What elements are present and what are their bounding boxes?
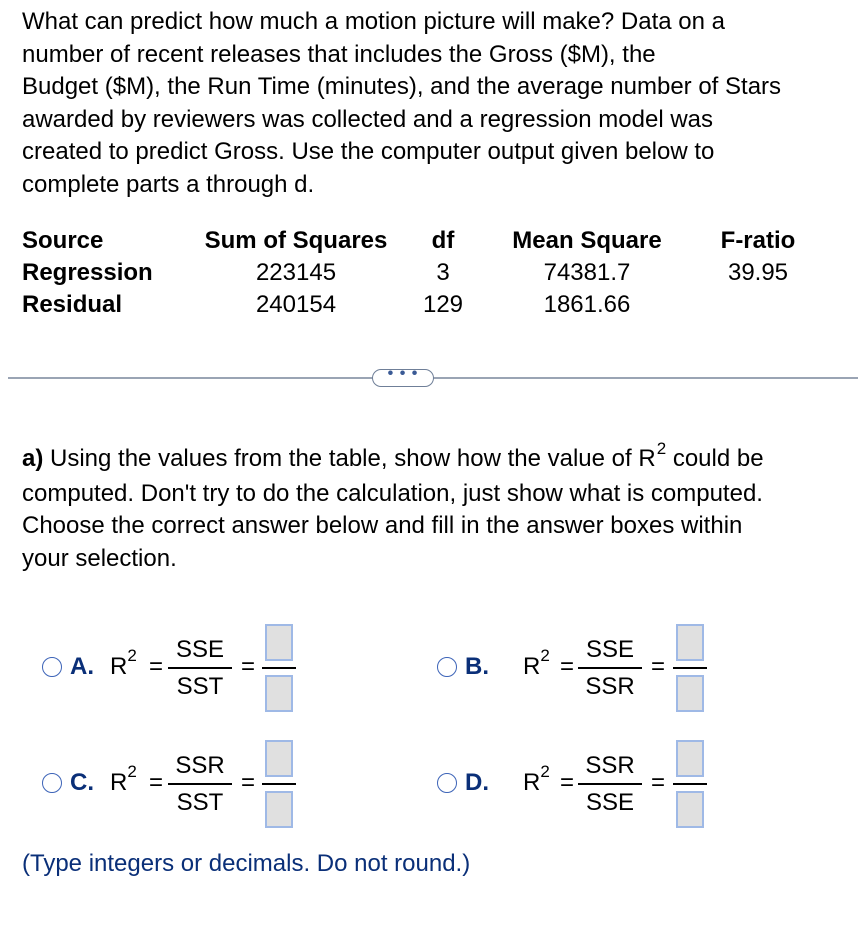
row-label-residual: Residual	[22, 291, 123, 318]
intro-line: created to predict Gross. Use the computer output given below to	[22, 138, 715, 165]
intro-line: number of recent releases that includes the Gross ($M), the	[22, 40, 656, 68]
radio-option-c[interactable]	[42, 773, 62, 793]
answer-box-denominator[interactable]	[265, 791, 293, 828]
header-sum-of-squares: Sum of Squares	[204, 227, 388, 254]
fraction-bar	[578, 783, 642, 785]
header-f-ratio: F-ratio	[720, 227, 796, 254]
radio-option-a[interactable]	[42, 657, 62, 677]
superscript: 2	[127, 762, 137, 781]
intro-line: complete parts a through d.	[22, 170, 315, 198]
equals-sign: =	[149, 769, 164, 796]
option-letter: C.	[70, 769, 94, 796]
equals-sign: =	[241, 769, 256, 796]
question-line: computed. Don't try to do the calculation, just show what is computed.	[22, 479, 763, 507]
residual-ms: 1861.66	[543, 291, 631, 318]
equals-sign: =	[651, 653, 666, 680]
regression-ms: 74381.7	[543, 259, 631, 286]
radio-option-d[interactable]	[437, 773, 457, 793]
intro-line: Budget ($M), the Run Time (minutes), and the average number of Stars	[22, 73, 782, 100]
question-text: could be	[666, 445, 764, 472]
answer-format-note: (Type integers or decimals. Do not round.)	[22, 850, 471, 877]
fraction-bar	[168, 667, 232, 669]
option-letter: B.	[465, 653, 489, 680]
option-d[interactable]	[437, 740, 727, 830]
superscript: 2	[540, 646, 550, 665]
option-letter: D.	[465, 769, 489, 796]
r-squared-label	[110, 762, 137, 801]
equals-sign: =	[241, 653, 256, 680]
fraction-bar	[673, 667, 707, 669]
option-c[interactable]	[42, 740, 332, 830]
expand-more-button[interactable]: • • •	[372, 369, 434, 387]
fraction-numerator: SSR	[585, 752, 635, 779]
answer-box-denominator[interactable]	[676, 675, 704, 712]
regression-f-ratio: 39.95	[727, 259, 789, 286]
residual-df: 129	[422, 291, 464, 318]
r-squared-label	[523, 762, 550, 801]
fraction-bar	[168, 783, 232, 785]
r-squared-label	[110, 646, 137, 685]
r-symbol: R	[523, 653, 541, 680]
superscript: 2	[656, 439, 667, 458]
fraction-bar	[262, 667, 296, 669]
fraction-numerator: SSE	[585, 636, 635, 663]
r-symbol: R	[110, 653, 128, 680]
row-label-regression: Regression	[22, 259, 153, 286]
fraction-denominator: SSE	[585, 789, 635, 816]
r-squared-label	[523, 646, 550, 685]
fraction-denominator: SST	[176, 673, 224, 700]
header-df: df	[431, 227, 455, 254]
question-line	[22, 439, 852, 478]
superscript: 2	[127, 646, 137, 665]
answer-box-numerator[interactable]	[265, 624, 293, 661]
answer-box-numerator[interactable]	[676, 740, 704, 777]
header-mean-square: Mean Square	[512, 227, 662, 254]
option-b[interactable]	[437, 624, 727, 714]
answer-box-numerator[interactable]	[676, 624, 704, 661]
answer-box-denominator[interactable]	[265, 675, 293, 712]
header-source: Source	[22, 227, 104, 254]
answer-box-denominator[interactable]	[676, 791, 704, 828]
r-symbol: R	[110, 769, 128, 796]
equals-sign: =	[651, 769, 666, 796]
answer-box-numerator[interactable]	[265, 740, 293, 777]
option-letter: A.	[70, 653, 94, 680]
intro-line: awarded by reviewers was collected and a regression model was	[22, 105, 714, 133]
fraction-bar	[578, 667, 642, 669]
radio-option-b[interactable]	[437, 657, 457, 677]
r-symbol: R	[523, 769, 541, 796]
part-label: a)	[22, 445, 44, 472]
intro-line: What can predict how much a motion picture will make? Data on a	[22, 8, 725, 35]
fraction-bar	[673, 783, 707, 785]
fraction-numerator: SSE	[175, 636, 225, 663]
equals-sign: =	[149, 653, 164, 680]
question-line: Choose the correct answer below and fill in the answer boxes within	[22, 512, 743, 539]
question-part-a	[22, 439, 852, 575]
fraction-bar	[262, 783, 296, 785]
residual-ss: 240154	[255, 291, 337, 318]
fraction-denominator: SST	[176, 789, 224, 816]
regression-ss: 223145	[255, 259, 337, 286]
question-text: Using the values from the table, show how the value of R	[50, 445, 656, 472]
fraction-denominator: SSR	[585, 673, 635, 700]
equals-sign: =	[560, 769, 575, 796]
fraction-numerator: SSR	[175, 752, 225, 779]
option-a[interactable]	[42, 624, 332, 714]
equals-sign: =	[560, 653, 575, 680]
regression-df: 3	[436, 259, 450, 286]
question-line: your selection.	[22, 544, 177, 572]
superscript: 2	[540, 762, 550, 781]
anova-table	[0, 0, 864, 330]
